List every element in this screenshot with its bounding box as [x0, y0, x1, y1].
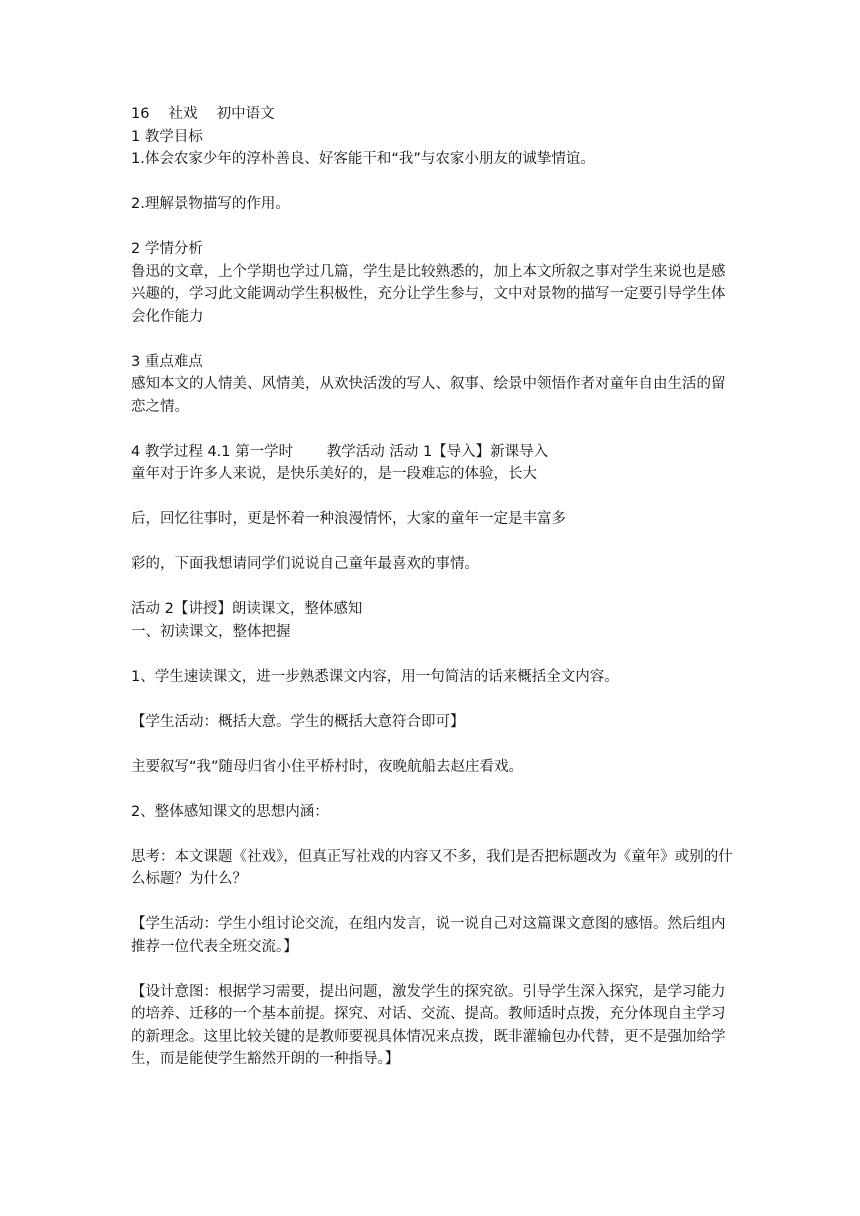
student-activity-1: 【学生活动：概括大意。学生的概括大意符合即可】 — [131, 713, 465, 730]
spacer — [131, 576, 734, 599]
spacer — [131, 778, 734, 801]
key-points-text: 感知本文的人情美、风情美，从欢快活泼的写人、叙事、绘景中领悟作者对童年自由生活的留恋之情。 — [131, 376, 726, 415]
spacer — [131, 216, 734, 239]
spacer — [131, 171, 734, 194]
section-title-key-points: 3 重点难点 — [131, 353, 203, 370]
activity-2-title: 活动 2【讲授】朗读课文，整体感知 — [131, 601, 363, 617]
student-activity-2: 【学生活动：学生小组讨论交流，在组内发言，说一说自己对这篇课文意图的感悟。然后组内推荐一位代表全班交流。】 — [131, 916, 726, 955]
spacer — [131, 688, 734, 711]
summary-text: 主要叙写“我”随母归省小住平桥村时，夜晚航船去赵庄看戏。 — [131, 758, 524, 775]
spacer — [131, 643, 734, 666]
intro-line-2: 后，回忆往事时，更是怀着一种浪漫情怀，大家的童年一定是丰富多 — [131, 511, 566, 527]
spacer — [131, 486, 734, 509]
section-title-student-analysis: 2 学情分析 — [131, 241, 203, 257]
spacer — [131, 418, 734, 441]
goal-item-1: 1.体会农家少年的淳朴善良、好客能干和“我”与农家小朋友的诚挚情谊。 — [131, 151, 595, 167]
step-2-text: 2、整体感知课文的思想内涵： — [131, 803, 329, 820]
question-text: 思考：本文课题《社戏》，但真正写社戏的内容又不多，我们是否把标题改为《童年》或别的什么标题？为什么？ — [131, 848, 733, 887]
lesson-header: 16 社戏 初中语文 — [131, 106, 275, 122]
section-title-teaching-process: 4 教学过程 4.1 第一学时 教学活动 活动 1【导入】新课导入 — [131, 443, 549, 460]
document-page — [131, 103, 734, 1071]
spacer — [131, 823, 734, 846]
goal-item-2: 2.理解景物描写的作用。 — [131, 196, 290, 212]
spacer — [131, 891, 734, 914]
intro-line-3: 彩的，下面我想请同学们说说自己童年最喜欢的事情。 — [131, 556, 479, 572]
section-title-teaching-goals: 1 教学目标 — [131, 128, 203, 145]
spacer — [131, 733, 734, 756]
part-1-title: 一、初读课文，整体把握 — [131, 623, 291, 640]
student-analysis-text: 鲁迅的文章，上个学期也学过几篇，学生是比较熟悉的，加上本文所叙之事对学生来说也是感兴趣的，学习此文能调动学生积极性，充分让学生参与，文中对景物的描写一定要引导学生体会化作能力 — [131, 263, 726, 325]
step-1-text: 1、学生速读课文，进一步熟悉课文内容，用一句简洁的话来概括全文内容。 — [131, 668, 619, 685]
design-intent-text: 【设计意图：根据学习需要，提出问题，激发学生的探究欲。引导学生深入探究，是学习能力的培养、迁移的一个基本前提。探究、对话、交流、提高。教师适时点拨，充分体现自主学习的新理念。这里比较关键的是教师要视具体情况来点拨，既非灌输包办代替，更不是强加给学生，而是能使学生豁然开朗的一种指导。】 — [131, 983, 726, 1067]
spacer — [131, 328, 734, 351]
intro-line-1: 童年对于许多人来说，是快乐美好的，是一段难忘的体验，长大 — [131, 466, 537, 482]
spacer — [131, 958, 734, 981]
spacer — [131, 531, 734, 554]
